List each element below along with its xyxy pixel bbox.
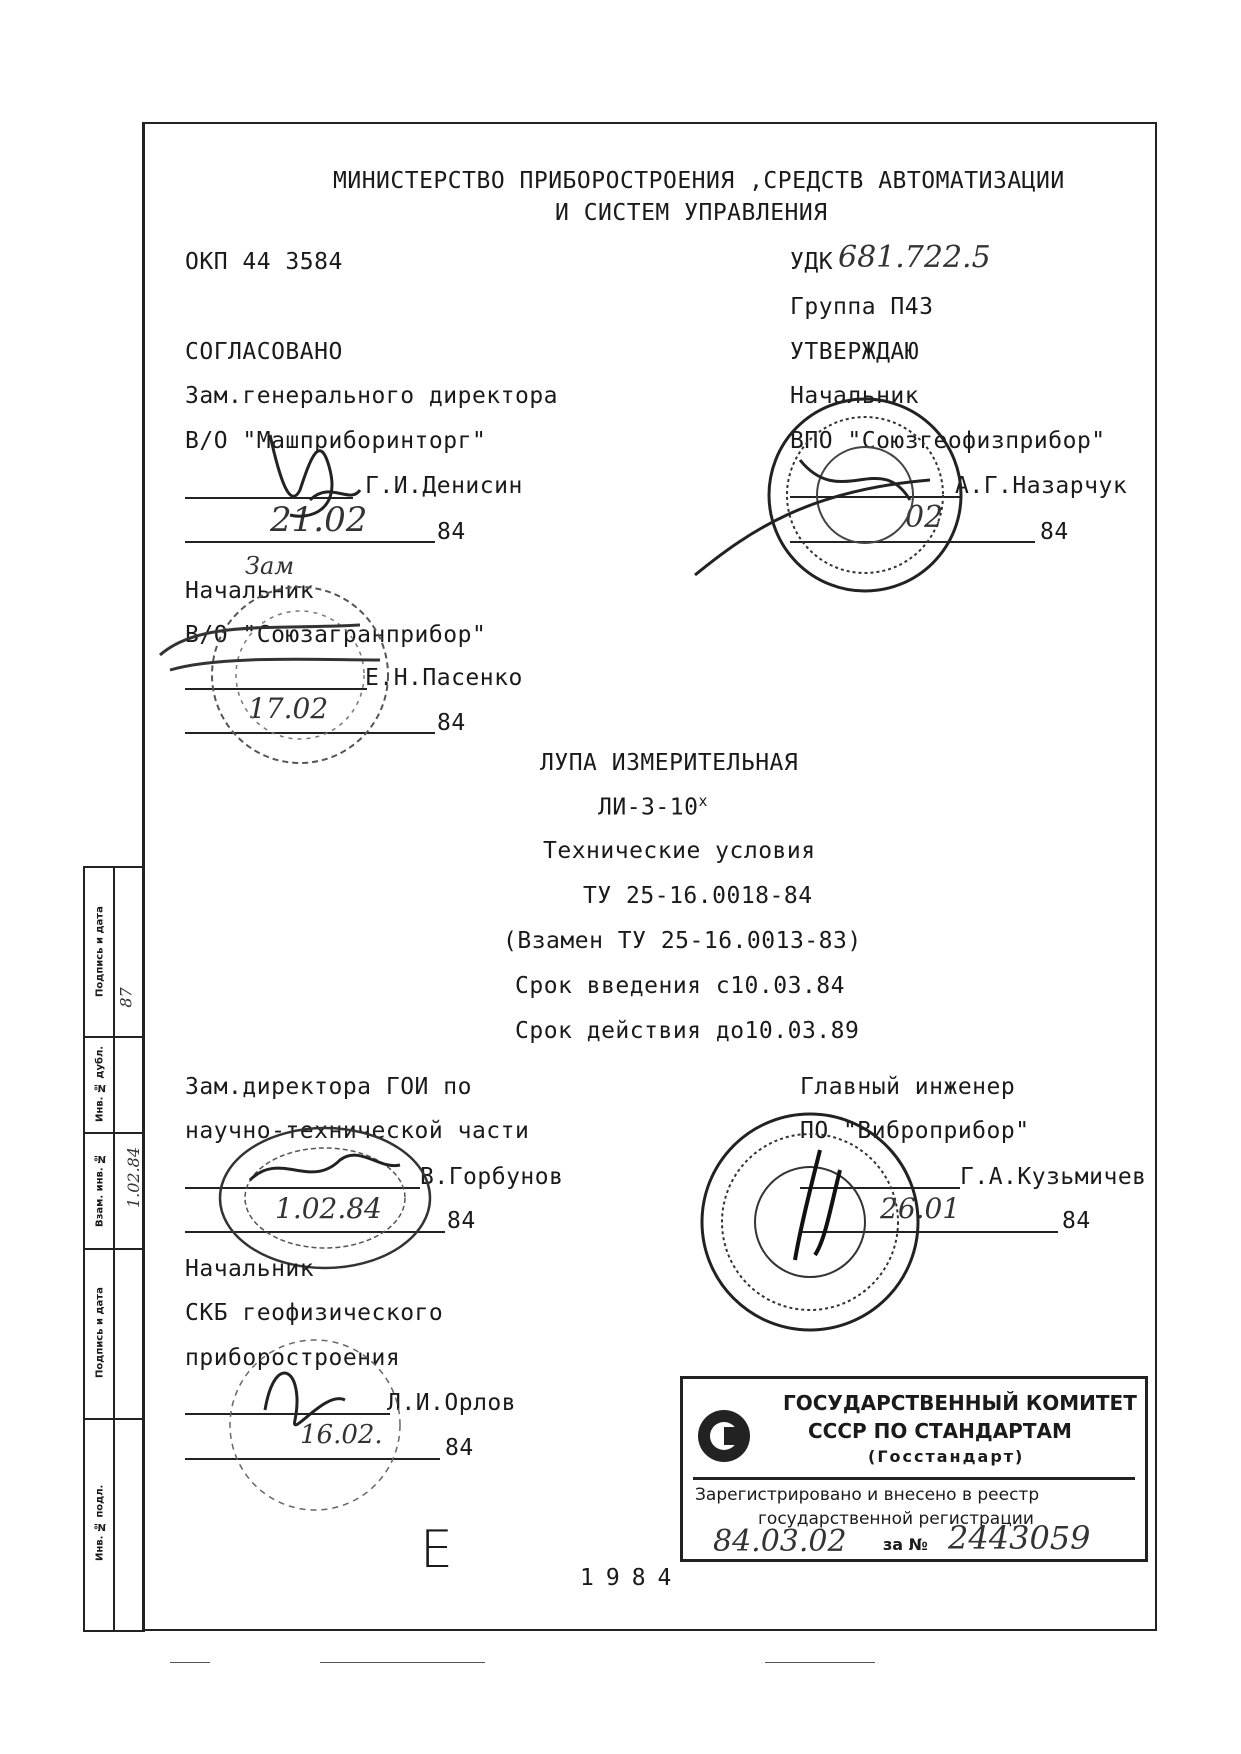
- reg-line-4: Зарегистрировано и внесено в реестр: [695, 1485, 1040, 1505]
- validity-date: Срок действия до10.03.89: [515, 1018, 860, 1044]
- agreed-heading: СОГЛАСОВАНО: [185, 339, 343, 365]
- agreed-2-year: 84: [437, 710, 466, 736]
- approve-1-date-handwritten: 02: [905, 500, 944, 535]
- agreed-2-org: В/О "Союзагранприбор": [185, 622, 487, 648]
- product-model: ЛИ-3-10$^x$: [598, 792, 708, 821]
- udk-handwritten: 681.722.5: [838, 240, 991, 275]
- round-seal-soyuzgeofizpribor: [690, 380, 980, 600]
- reg-line-1: ГОСУДАРСТВЕННЫЙ КОМИТЕТ: [783, 1391, 1137, 1415]
- document-year: 1984: [580, 1565, 684, 1591]
- side-label-inv-dubl: Инв. № дубл.: [94, 1045, 106, 1123]
- scan-artifact: [320, 1662, 485, 1663]
- date-line: [185, 541, 435, 543]
- scan-artifact: [765, 1662, 875, 1663]
- goi-year: 84: [447, 1208, 476, 1234]
- agreed-1-name: Г.И.Денисин: [365, 473, 523, 499]
- vibro-name: Г.А.Кузьмичев: [960, 1164, 1147, 1190]
- reg-line-2: СССР ПО СТАНДАРТАМ: [808, 1419, 1072, 1443]
- udk-label: УДК: [790, 249, 834, 275]
- agreed-2-position: Начальник: [185, 578, 315, 604]
- ministry-line-1: МИНИСТЕРСТВО ПРИБОРОСТРОЕНИЯ ,СРЕДСТВ АВТОМАТИЗАЦИИ: [333, 168, 1065, 194]
- vibro-date-handwritten: 26.01: [880, 1192, 961, 1225]
- skb-year: 84: [445, 1435, 474, 1461]
- skb-name: Л.И.Орлов: [387, 1390, 517, 1416]
- approve-1-year: 84: [1040, 519, 1069, 545]
- skb-position: Начальник: [185, 1256, 315, 1282]
- side-label-inv-podl: Инв. № подл.: [94, 1484, 106, 1562]
- doc-type: Технические условия: [543, 838, 816, 864]
- registration-stamp: [680, 1376, 1148, 1562]
- goi-date-handwritten: 1.02.84: [275, 1192, 382, 1225]
- vibro-year: 84: [1062, 1208, 1091, 1234]
- side-label-vzam-inv: Взам. инв. №: [94, 1152, 106, 1228]
- agreed-1-position: Зам.генерального директора: [185, 383, 559, 409]
- side-label-signature-date-2: Подпись и дата: [94, 1287, 106, 1379]
- tu-number: ТУ 25-16.0018-84: [583, 883, 813, 909]
- reg-line-3: (Госстандарт): [868, 1447, 1025, 1466]
- reg-number-handwritten: 2443059: [948, 1519, 1091, 1557]
- okp-code: ОКП 44 3584: [185, 249, 343, 275]
- vibro-position: Главный инженер: [800, 1074, 1016, 1100]
- approve-1-org: ВПО "Союзгеофизприбор": [790, 428, 1106, 454]
- scan-artifact: [170, 1662, 210, 1663]
- skb-org: СКБ геофизического: [185, 1300, 444, 1326]
- replaces-tu: (Взамен ТУ 25-16.0013-83): [503, 928, 862, 954]
- group-code: Группа П43: [790, 294, 934, 320]
- agreed-1-year: 84: [437, 519, 466, 545]
- side-value-date: 1.02.84: [124, 1146, 144, 1209]
- reg-date-handwritten: 84.03.02: [713, 1524, 847, 1559]
- skb-date-handwritten: 16.02.: [300, 1420, 383, 1450]
- approve-heading: УТВЕРЖДАЮ: [790, 339, 920, 365]
- approve-1-name: А.Г.Назарчук: [955, 473, 1128, 499]
- goi-name: В.Горбунов: [420, 1164, 564, 1190]
- round-seal-soyuzagranpribor: [120, 560, 420, 770]
- side-stamp-table: [83, 866, 145, 1632]
- round-seal-vibropribor: [690, 1110, 940, 1340]
- round-seal-skb: [195, 1330, 425, 1520]
- ministry-line-2: И СИСТЕМ УПРАВЛЕНИЯ: [555, 200, 828, 226]
- side-value-87: 87: [116, 987, 136, 1008]
- agreed-2-date-handwritten: 17.02: [248, 692, 329, 725]
- agreed-1-org: В/О "Машприборинторг": [185, 428, 487, 454]
- approve-1-position: Начальник: [790, 383, 920, 409]
- product-name: ЛУПА ИЗМЕРИТЕЛЬНАЯ: [540, 750, 799, 776]
- reg-za-label: за №: [883, 1535, 928, 1554]
- reg-line-5: государственной регистрации: [758, 1509, 1034, 1529]
- skb-org-2: приборостроения: [185, 1345, 401, 1371]
- vibro-org: ПО "Виброприбор": [800, 1118, 1030, 1144]
- annotation-zam: Зам: [245, 552, 295, 580]
- side-label-signature-date: Подпись и дата: [94, 906, 106, 998]
- letter-code: Е: [420, 1520, 453, 1580]
- goi-position: Зам.директора ГОИ по: [185, 1074, 472, 1100]
- start-date: Срок введения с10.03.84: [515, 973, 845, 999]
- goi-position-2: научно-технической части: [185, 1118, 530, 1144]
- agreed-1-date-handwritten: 21.02: [270, 500, 368, 540]
- gosstandart-logo-icon: [695, 1407, 753, 1465]
- signature-denisin: [250, 420, 370, 530]
- agreed-2-name: Е.Н.Пасенко: [365, 665, 523, 691]
